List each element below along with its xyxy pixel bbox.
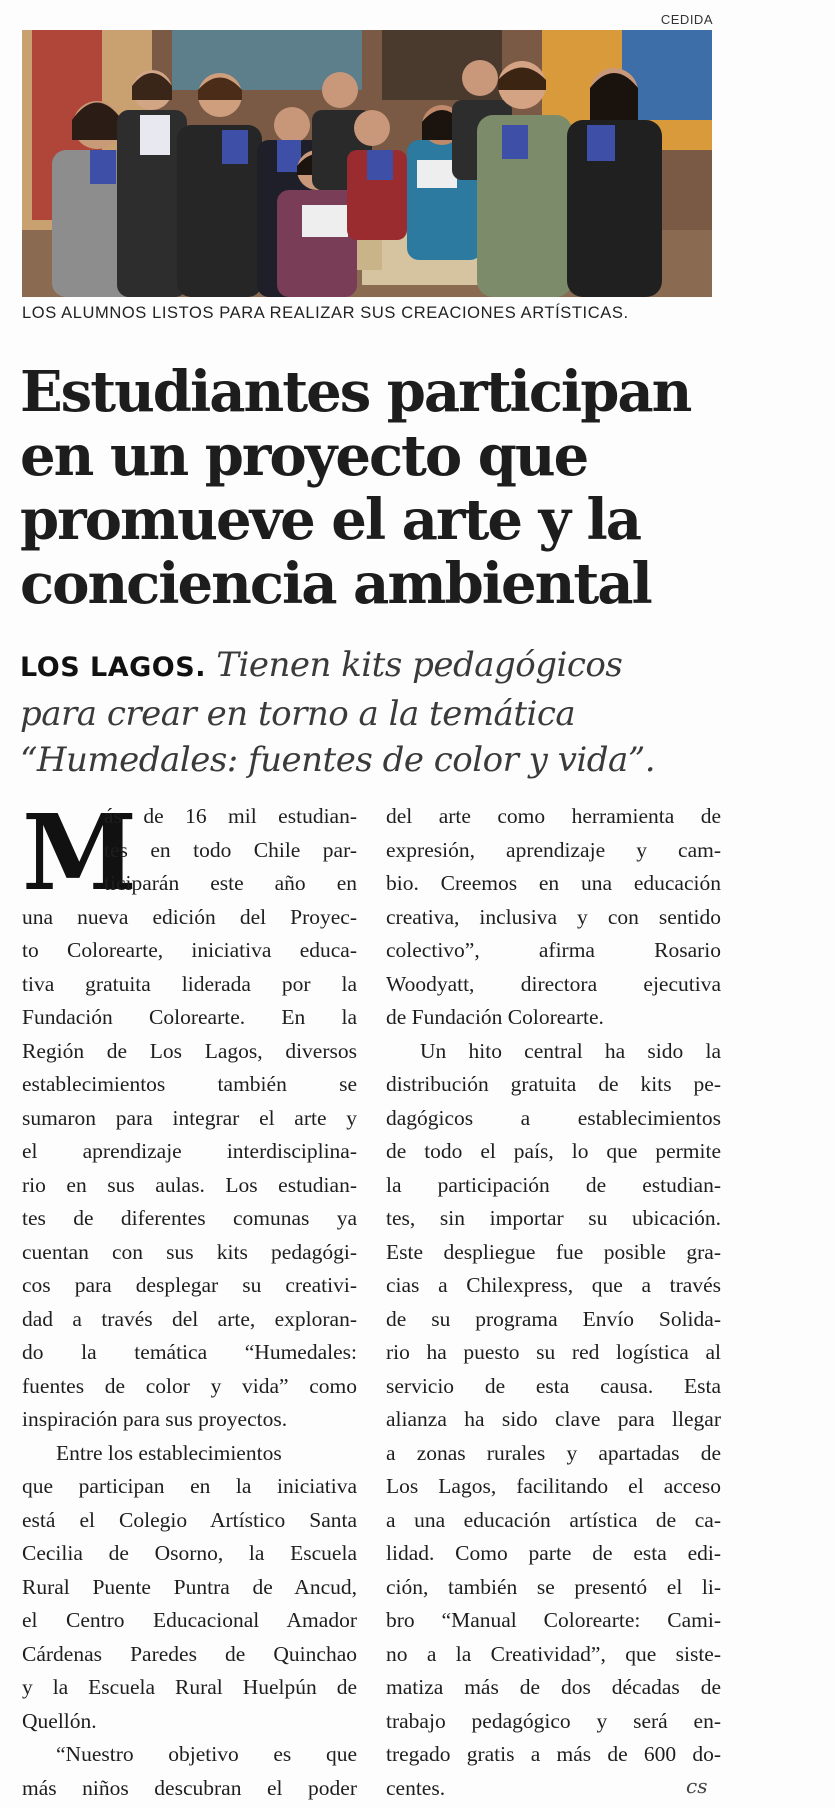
body-line: alianza ha sido clave para llegar	[386, 1407, 721, 1431]
body-line: fuentes de color y vida” como	[22, 1373, 357, 1398]
body-line: dagógicos a establecimientos	[386, 1105, 721, 1130]
body-line: do la temática “Humedales:	[22, 1340, 357, 1364]
body-line: del arte como herramienta de	[386, 804, 721, 828]
body-line: lidad. Como parte de esta edi-	[386, 1541, 721, 1565]
headline-line: en un proyecto que	[20, 423, 588, 489]
body-line: bro “Manual Colorearte: Cami-	[386, 1608, 721, 1632]
photo-caption: LOS ALUMNOS LISTOS PARA REALIZAR SUS CREACIONES ARTÍSTICAS.	[22, 304, 629, 322]
body-line: Fundación Colorearte. En la	[22, 1005, 357, 1029]
body-line: y la Escuela Rural Huelpún de	[22, 1675, 357, 1699]
body-line: el aprendizaje interdisciplina-	[22, 1139, 357, 1163]
body-line: Cárdenas Paredes de Quinchao	[22, 1641, 357, 1666]
body-line: sumaron para integrar el arte y	[22, 1105, 357, 1130]
body-line: establecimientos también se	[22, 1072, 357, 1096]
body-line: ás de 16 mil estudian-	[104, 804, 357, 828]
body-line: rio en sus aulas. Los estudian-	[22, 1172, 357, 1197]
body-line: ticiparán este año en	[104, 871, 357, 895]
body-line: Los Lagos, facilitando el acceso	[386, 1474, 721, 1498]
body-line: tes, sin importar su ubicación.	[386, 1206, 721, 1230]
body-line: bio. Creemos en una educación	[386, 871, 721, 895]
body-line: Woodyatt, directora ejecutiva	[386, 971, 721, 996]
body-line: más niños descubran el poder	[22, 1775, 357, 1800]
body-line: dad a través del arte, exploran-	[22, 1306, 357, 1331]
body-line: ción, también se presentó el li-	[386, 1574, 721, 1599]
body-line: creativa, inclusiva y con sentido	[386, 904, 721, 929]
body-line: distribución gratuita de kits pe-	[386, 1072, 721, 1096]
body-column-left	[22, 791, 357, 1805]
body-line: colectivo”, afirma Rosario	[386, 938, 721, 962]
body-line: Entre los establecimientos	[56, 1440, 282, 1465]
body-line: de todo el país, lo que permite	[386, 1139, 721, 1163]
body-line: “Nuestro objetivo es que	[56, 1742, 357, 1766]
body-line: rio ha puesto su red logística al	[386, 1340, 721, 1364]
deck-line: para crear en torno a la temática	[20, 694, 576, 734]
body-line: Rural Puente Puntra de Ancud,	[22, 1574, 357, 1599]
end-mark: cs	[686, 1774, 708, 1798]
body-line: no a la Creatividad”, que siste-	[386, 1641, 721, 1666]
body-line: la participación de estudian-	[386, 1172, 721, 1197]
body-line: centes.	[386, 1775, 446, 1800]
headline-line: promueve el arte y la	[20, 487, 641, 553]
headline-line: conciencia ambiental	[20, 551, 651, 617]
body-line: to Colorearte, iniciativa educa-	[22, 938, 357, 962]
body-line: matiza más de dos décadas de	[386, 1675, 721, 1699]
body-line: una nueva edición del Proyec-	[22, 904, 357, 929]
drop-cap: M	[22, 791, 138, 914]
headline-line: Estudiantes participan	[20, 359, 691, 425]
body-line: servicio de esta causa. Esta	[386, 1373, 721, 1398]
body-line: el Centro Educacional Amador	[22, 1608, 357, 1632]
body-line: Quellón.	[22, 1708, 97, 1733]
deck-line: “Humedales: fuentes de color y vida”.	[20, 740, 656, 780]
body-line: Este despliegue fue posible gra-	[386, 1239, 721, 1264]
article-photo	[22, 30, 712, 297]
body-line: trabajo pedagógico y será en-	[386, 1708, 721, 1733]
deck-text: Tienen kits pedagógicos	[216, 645, 623, 685]
body-line: está el Colegio Artístico Santa	[22, 1507, 357, 1532]
body-line: a una educación artística de ca-	[386, 1507, 721, 1532]
deck-kicker: LOS LAGOS.	[20, 652, 206, 683]
body-line: tes en todo Chile par-	[104, 837, 357, 862]
body-line: cias a Chilexpress, que a través	[386, 1273, 721, 1297]
body-line: tes de diferentes comunas ya	[22, 1206, 357, 1230]
body-line: que participan en la iniciativa	[22, 1474, 357, 1498]
body-line: tregado gratis a más de 600 do-	[386, 1742, 721, 1766]
body-line: a zonas rurales y apartadas de	[386, 1440, 721, 1465]
body-line: Un hito central ha sido la	[420, 1038, 721, 1063]
deck-line	[20, 642, 720, 691]
body-line: tiva gratuita liderada por la	[22, 971, 357, 996]
body-column-right	[386, 800, 721, 1805]
body-line: de su programa Envío Solida-	[386, 1306, 721, 1331]
article-deck	[20, 642, 720, 783]
body-line: inspiración para sus proyectos.	[22, 1407, 288, 1431]
body-line: expresión, aprendizaje y cam-	[386, 837, 721, 862]
body-line: cuentan con sus kits pedagógi-	[22, 1239, 357, 1264]
photo-credit: CEDIDA	[660, 12, 713, 27]
body-line: Cecilia de Osorno, la Escuela	[22, 1541, 357, 1565]
students-photo-illustration	[22, 30, 712, 297]
article-headline	[20, 360, 720, 616]
body-line: de Fundación Colorearte.	[386, 1005, 604, 1029]
body-line: cos para desplegar su creativi-	[22, 1273, 357, 1297]
body-line: Región de Los Lagos, diversos	[22, 1038, 357, 1063]
